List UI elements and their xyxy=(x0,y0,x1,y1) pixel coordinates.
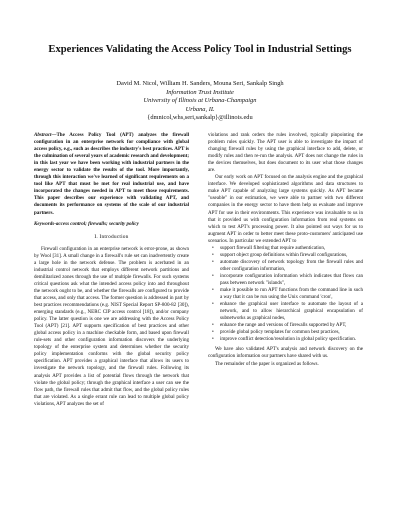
author-city: Urbana, IL xyxy=(185,105,215,113)
list-item: • make it possible to run APT functions from the command line in such a way that it can be run using the Unix command 'cron', xyxy=(208,287,363,301)
list-item: • provide global policy templates for common best practices, xyxy=(208,329,363,336)
paper-title: Experiences Validating the Access Policy Tool in Industrial Settings xyxy=(48,44,352,55)
author-institute: Information Trust Institute xyxy=(166,88,234,96)
keywords: Keywords-access control; firewalls; security policy xyxy=(34,220,139,227)
list-item: • enhance the range and versions of firewalls supported by APT, xyxy=(208,322,363,329)
list-item: • support object group definitions within firewall configurations, xyxy=(208,252,363,259)
intro-paragraph-3: We have also validated APT's analysis and network discovery on the configuration information our partners have shared with us. xyxy=(208,346,363,360)
author-email: {dmnicol,whs,seri,sankalp}@illinois.edu xyxy=(147,114,253,122)
intro-paragraph-continued: violations and rank orders the rules involved, typically pinpointing the problem rules quickly. The APT user is able to investigate the impact of changing firewall rules by using the graphical interface to add, delete, or modify rules and then re-run the analysis. APT does not change the rules in the devices themselves, but does document to its user what those changes are. xyxy=(208,132,363,174)
author-names: David M. Nicol, William H. Sanders, Mouna Seri, Sankalp Singh xyxy=(116,80,284,87)
list-item: • improve conflict detection/resolution in global policy specification. xyxy=(208,336,363,343)
feature-list xyxy=(208,245,363,344)
abstract-text: —The Access Policy Tool (APT) analyzes the firewall configuration in an enterprise network for compliance with global access policy, e.g., such as describes the industry's best practices. APT is the culmination of several years of academic research and development; in this last year we have been working with industrial partners in the energy sector to validate the results of the tool. More importantly, through this interaction we've learned of significant requirements on a tool like APT that must be met for real industrial use, and have incorporated the changes needed in APT to meet those requirements. This paper describes our experience with validating APT, and documents its performance on systems of the scale of our industrial partners. xyxy=(34,132,189,216)
abstract xyxy=(34,132,189,217)
abstract-label: Abstract xyxy=(34,132,52,138)
right-column xyxy=(208,132,363,368)
left-column xyxy=(34,132,189,408)
author-university: University of Illinois at Urbana-Champaign xyxy=(143,97,257,105)
list-item: • enhance the graphical user interface to automate the layout of a network, and to allow hierarchical graphical encapsulation of subnetworks as graphical nodes, xyxy=(208,301,363,322)
author-block xyxy=(0,80,400,123)
list-item: • automate discovery of network topology from the firewall rules and other configuration information, xyxy=(208,259,363,273)
list-item: • support firewall filtering that require authentication, xyxy=(208,245,363,252)
list-item: • incorporate configuration information which indicates that flows can pass between network "islands", xyxy=(208,273,363,287)
intro-paragraph-4: The remainder of the paper is organized as follows. xyxy=(215,360,319,367)
section-heading-introduction: I. Introduction xyxy=(94,233,129,240)
intro-paragraph: Firewall configuration in an enterprise network is error-prone, as shown by Wool [31]. A small change in a firewall's rule set can inadvertently create a large hole in the network defense. The problem is acerbated in an industrial control network that employs different network partitions and demilitarized zones through the use of multiple firewalls. For such systems critical questions ask what the intended access policy into and throughout the network ought to be, and whether the firewalls are configured to provide that access, and only that access. The former question is addressed in part by best practices recommendations (e.g. NIST Special Report SP-800-82 [30]), emerging standards (e.g., NERC CIP access control [18]), and/or company policy. The latter question is one we are addressing with the Access Policy Tool (APT) [21]. APT supports specification of best practices and other global access policy in a machine checkable form, and based upon firewall rule-sets and other configuration information discovers the underlying topology of the enterprise system and determines whether the security policy implementation conforms with the global security policy specification. APT provides a graphical interface that allows its users to investigate the network topology, and the firewall rules. Following its analysis APT provides a list of potential flows through the network that violate the global policy; through the graphical interface a user can see the flow path, the firewall rules that admit that flow, and the global policy rules that are violated. As a single errant rule can lead to multiple global policy violations, APT analyzes the set of xyxy=(34,245,189,407)
intro-paragraph-2: Our early work on APT focused on the analysis engine and the graphical interface. We developed sophisticated algorithms and data structures to make APT capable of analyzing large systems quickly. As APT became "useable" in our estimation, we were able to partner with two different companies in the energy sector to have them help us evaluate and improve APT for use in their environments. This experience was invaluable to us in that it provided us with configuration information from real systems on which to test APT's processing power. It also pointed out ways for us to augment APT in order to better meet these proto-customers' anticipated use scenarios. In particular we extended APT to xyxy=(208,174,363,244)
